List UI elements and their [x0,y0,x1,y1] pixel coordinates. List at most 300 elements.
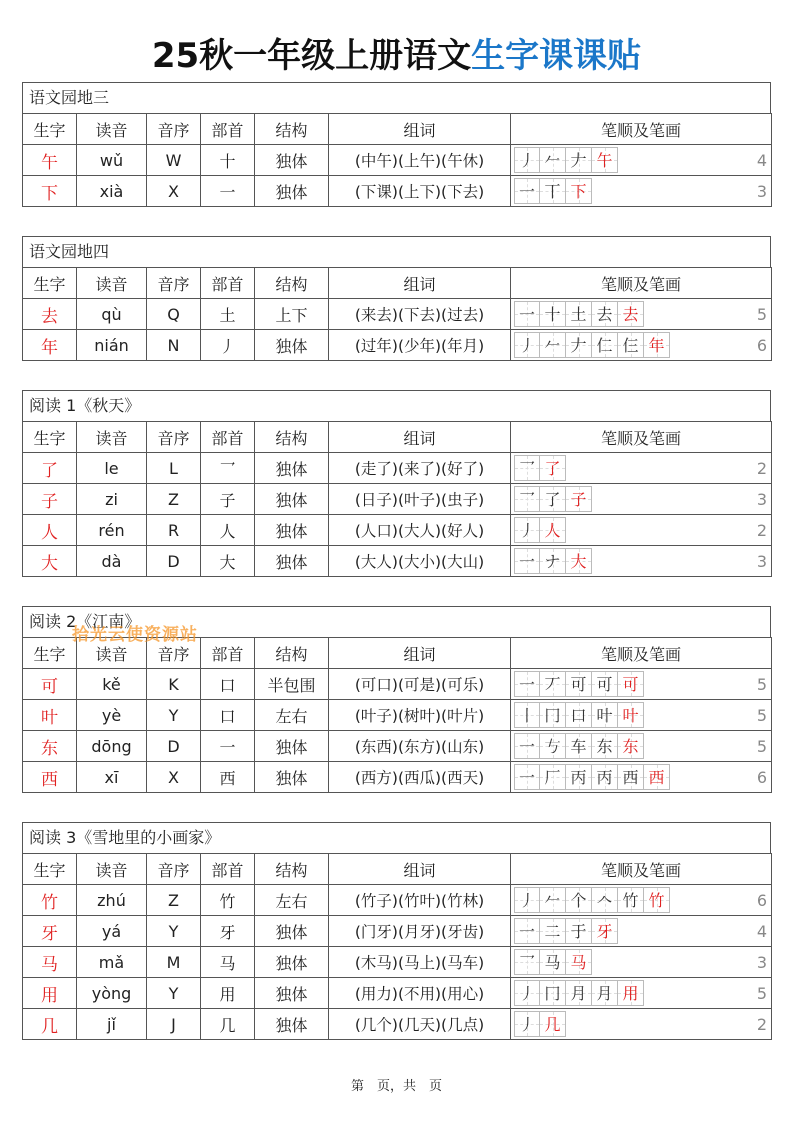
structure-cell: 半包围 [255,669,329,700]
stroke-glyph: 𠂉 [544,151,561,170]
stroke-glyph: 午 [596,151,613,170]
pinyin-cell: nián [77,330,147,361]
character-cell: 用 [23,978,77,1009]
table-row [23,176,772,207]
initial-cell: X [147,176,201,207]
stroke-box [592,147,618,173]
stroke-count: 6 [756,768,767,787]
words-cell: (叶子)(树叶)(叶片) [329,700,511,731]
stroke-box [540,548,566,574]
character-cell: 人 [23,515,77,546]
table-row [23,145,772,176]
character-cell: 年 [23,330,77,361]
initial-cell: Y [147,700,201,731]
initial-cell: Z [147,885,201,916]
header-row [23,854,772,885]
column-header: 笔顺及笔画 [511,638,772,669]
radical-cell: 丿 [201,330,255,361]
column-header: 组词 [329,422,511,453]
words-cell: (可口)(可是)(可乐) [329,669,511,700]
radical-cell: 竹 [201,885,255,916]
stroke-box [540,455,566,481]
stroke-glyph: 丿 [518,984,535,1003]
words-cell: (几个)(几天)(几点) [329,1009,511,1040]
stroke-box [514,702,540,728]
stroke-order-cell [511,484,772,515]
stroke-box [540,702,566,728]
stroke-box [566,918,592,944]
column-header: 音序 [147,268,201,299]
stroke-glyph: 月 [570,984,587,1003]
stroke-box [514,517,540,543]
column-header: 笔顺及笔画 [511,114,772,145]
table-row [23,299,772,330]
initial-cell: D [147,731,201,762]
pinyin-cell: qù [77,299,147,330]
stroke-box [566,949,592,975]
pinyin-cell: yè [77,700,147,731]
initial-cell: L [147,453,201,484]
initial-cell: K [147,669,201,700]
column-header: 结构 [255,268,329,299]
header-row [23,422,772,453]
stroke-count: 5 [756,675,767,694]
structure-cell: 独体 [255,731,329,762]
column-header: 部首 [201,422,255,453]
column-header: 生字 [23,854,77,885]
stroke-box [514,486,540,512]
stroke-box [592,733,618,759]
radical-cell: 子 [201,484,255,515]
stroke-box [514,949,540,975]
words-cell: (用力)(不用)(用心) [329,978,511,1009]
pinyin-cell: xī [77,762,147,793]
stroke-glyph: 口 [570,706,587,725]
pinyin-cell: dōng [77,731,147,762]
stroke-box [644,764,670,790]
stroke-box [540,980,566,1006]
stroke-boxes [514,949,592,975]
stroke-order-cell [511,885,772,916]
stroke-box [514,1011,540,1037]
stroke-box [618,764,644,790]
stroke-count: 3 [756,182,767,201]
stroke-boxes [514,332,670,358]
column-header: 部首 [201,114,255,145]
stroke-order-cell [511,330,772,361]
stroke-glyph: 了 [544,490,561,509]
stroke-order-cell [511,700,772,731]
pinyin-cell: le [77,453,147,484]
stroke-order-cell [511,546,772,577]
character-cell: 竹 [23,885,77,916]
character-cell: 了 [23,453,77,484]
stroke-glyph: 大 [570,552,587,571]
stroke-box [514,178,540,204]
stroke-glyph: 丿 [518,891,535,910]
pinyin-cell: yá [77,916,147,947]
words-cell: (中午)(上午)(午休) [329,145,511,176]
words-cell: (来去)(下去)(过去) [329,299,511,330]
structure-cell: 左右 [255,885,329,916]
stroke-order-cell [511,1009,772,1040]
structure-cell: 上下 [255,299,329,330]
stroke-glyph: 叶 [596,706,613,725]
stroke-glyph: 厂 [544,768,561,787]
pinyin-cell: xià [77,176,147,207]
character-table [22,267,772,361]
stroke-order-cell [511,176,772,207]
words-cell: (人口)(大人)(好人) [329,515,511,546]
section-title: 阅读 3《雪地里的小画家》 [22,822,771,853]
stroke-glyph: 丿 [518,521,535,540]
stroke-boxes [514,178,592,204]
stroke-box [618,733,644,759]
words-cell: (大人)(大小)(大山) [329,546,511,577]
character-table [22,853,772,1040]
stroke-box [618,332,644,358]
stroke-glyph: 丿 [518,336,535,355]
radical-cell: 西 [201,762,255,793]
stroke-glyph: 二 [544,922,561,941]
section-1 [22,82,771,207]
stroke-box [566,147,592,173]
stroke-box [566,301,592,327]
stroke-count: 4 [756,922,767,941]
stroke-box [566,887,592,913]
stroke-box [566,764,592,790]
character-cell: 子 [23,484,77,515]
column-header: 读音 [77,854,147,885]
pinyin-cell: yòng [77,978,147,1009]
stroke-count: 2 [756,521,767,540]
watermark: 拾光云使资源站 [72,625,198,645]
stroke-glyph: 了 [544,459,561,478]
stroke-glyph: 竹 [622,891,639,910]
stroke-box [514,455,540,481]
table-row [23,484,772,515]
stroke-box [566,702,592,728]
column-header: 读音 [77,638,147,669]
radical-cell: 用 [201,978,255,1009]
character-cell: 可 [23,669,77,700]
stroke-boxes [514,918,618,944]
initial-cell: X [147,762,201,793]
stroke-glyph: 丆 [544,675,561,694]
stroke-glyph: 𠀁 [544,737,561,756]
structure-cell: 独体 [255,947,329,978]
radical-cell: 马 [201,947,255,978]
stroke-glyph: 𠂇 [570,336,587,355]
stroke-glyph: 丨 [518,706,535,725]
stroke-glyph: 车 [570,737,587,756]
stroke-box [514,332,540,358]
column-header: 笔顺及笔画 [511,422,772,453]
stroke-box [566,671,592,697]
stroke-boxes [514,764,670,790]
stroke-box [592,301,618,327]
stroke-order-cell [511,731,772,762]
stroke-box [618,980,644,1006]
stroke-box [566,332,592,358]
stroke-count: 5 [756,737,767,756]
stroke-glyph: 仁 [596,336,613,355]
stroke-box [514,671,540,697]
character-cell: 马 [23,947,77,978]
page-title-main: 25秋一年级上册语文 [151,36,472,76]
stroke-box [514,887,540,913]
stroke-box [514,764,540,790]
stroke-glyph: 一 [518,768,535,787]
column-header: 生字 [23,638,77,669]
stroke-glyph: 乛 [518,953,535,972]
radical-cell: 几 [201,1009,255,1040]
character-cell: 牙 [23,916,77,947]
words-cell: (走了)(来了)(好了) [329,453,511,484]
words-cell: (竹子)(竹叶)(竹林) [329,885,511,916]
pinyin-cell: kě [77,669,147,700]
stroke-box [592,671,618,697]
table-row [23,330,772,361]
stroke-boxes [514,548,592,574]
column-header: 读音 [77,114,147,145]
column-header: 结构 [255,638,329,669]
stroke-glyph: 一 [518,182,535,201]
stroke-box [566,548,592,574]
column-header: 笔顺及笔画 [511,854,772,885]
stroke-boxes [514,1011,566,1037]
stroke-count: 6 [756,336,767,355]
stroke-box [644,887,670,913]
character-cell: 叶 [23,700,77,731]
stroke-glyph: 丿 [518,151,535,170]
character-cell: 几 [23,1009,77,1040]
stroke-box [566,178,592,204]
stroke-glyph: 去 [596,305,613,324]
stroke-glyph: 子 [570,490,587,509]
stroke-box [644,332,670,358]
pinyin-cell: mǎ [77,947,147,978]
stroke-box [592,332,618,358]
stroke-count: 4 [756,151,767,170]
table-row [23,885,772,916]
words-cell: (日子)(叶子)(虫子) [329,484,511,515]
stroke-glyph: 竹 [648,891,665,910]
page-title [0,28,793,77]
stroke-glyph: 丿 [518,1015,535,1034]
radical-cell: 口 [201,700,255,731]
column-header: 部首 [201,638,255,669]
stroke-box [514,733,540,759]
character-cell: 东 [23,731,77,762]
stroke-glyph: 一 [518,305,535,324]
stroke-boxes [514,455,566,481]
structure-cell: 独体 [255,330,329,361]
stroke-count: 6 [756,891,767,910]
stroke-glyph: 几 [544,1015,561,1034]
column-header: 读音 [77,268,147,299]
radical-cell: 一 [201,176,255,207]
stroke-box [540,671,566,697]
header-row [23,114,772,145]
radical-cell: 牙 [201,916,255,947]
words-cell: (东西)(东方)(山东) [329,731,511,762]
stroke-box [514,301,540,327]
stroke-boxes [514,733,644,759]
stroke-glyph: 丙 [596,768,613,787]
column-header: 生字 [23,114,77,145]
character-table [22,637,772,793]
stroke-glyph: 𠂇 [570,151,587,170]
column-header: 结构 [255,422,329,453]
stroke-box [540,1011,566,1037]
column-header: 组词 [329,268,511,299]
stroke-boxes [514,486,592,512]
stroke-order-cell [511,453,772,484]
stroke-glyph: 丙 [570,768,587,787]
stroke-count: 3 [756,490,767,509]
stroke-count: 3 [756,552,767,571]
initial-cell: Y [147,978,201,1009]
stroke-glyph: 西 [622,768,639,787]
column-header: 组词 [329,854,511,885]
column-header: 音序 [147,638,201,669]
structure-cell: 独体 [255,176,329,207]
stroke-order-cell [511,299,772,330]
stroke-box [566,733,592,759]
column-header: 结构 [255,114,329,145]
header-row [23,268,772,299]
structure-cell: 独体 [255,453,329,484]
stroke-box [540,332,566,358]
stroke-glyph: 乛 [518,459,535,478]
structure-cell: 独体 [255,916,329,947]
stroke-glyph: 𠆢 [596,891,613,910]
stroke-boxes [514,887,670,913]
structure-cell: 独体 [255,484,329,515]
stroke-glyph: 𠂉 [544,891,561,910]
stroke-box [540,733,566,759]
table-row [23,515,772,546]
table-row [23,1009,772,1040]
stroke-glyph: 一 [518,552,535,571]
stroke-glyph: 叶 [622,706,639,725]
character-cell: 午 [23,145,77,176]
stroke-glyph: 东 [596,737,613,756]
stroke-box [540,486,566,512]
stroke-glyph: 十 [544,305,561,324]
stroke-glyph: 月 [596,984,613,1003]
column-header: 笔顺及笔画 [511,268,772,299]
initial-cell: Z [147,484,201,515]
structure-cell: 独体 [255,978,329,1009]
initial-cell: Q [147,299,201,330]
stroke-glyph: 西 [648,768,665,787]
stroke-glyph: 乛 [518,490,535,509]
pinyin-cell: dà [77,546,147,577]
pinyin-cell: jǐ [77,1009,147,1040]
column-header: 组词 [329,114,511,145]
initial-cell: M [147,947,201,978]
stroke-glyph: 一 [518,737,535,756]
column-header: 音序 [147,854,201,885]
stroke-glyph: 马 [544,953,561,972]
initial-cell: W [147,145,201,176]
stroke-glyph: 牙 [596,922,613,941]
stroke-box [618,887,644,913]
stroke-box [618,671,644,697]
structure-cell: 独体 [255,762,329,793]
stroke-glyph: 用 [622,984,639,1003]
stroke-glyph: 可 [622,675,639,694]
stroke-order-cell [511,145,772,176]
column-header: 生字 [23,422,77,453]
character-cell: 去 [23,299,77,330]
pinyin-cell: zhú [77,885,147,916]
stroke-order-cell [511,947,772,978]
stroke-box [566,980,592,1006]
table-row [23,453,772,484]
words-cell: (过年)(少年)(年月) [329,330,511,361]
stroke-glyph: 可 [596,675,613,694]
column-header: 结构 [255,854,329,885]
words-cell: (西方)(西瓜)(西天) [329,762,511,793]
structure-cell: 左右 [255,700,329,731]
radical-cell: 乛 [201,453,255,484]
stroke-box [514,147,540,173]
column-header: 组词 [329,638,511,669]
words-cell: (门牙)(月牙)(牙齿) [329,916,511,947]
character-table [22,421,772,577]
stroke-glyph: 仨 [622,336,639,355]
radical-cell: 十 [201,145,255,176]
initial-cell: R [147,515,201,546]
structure-cell: 独体 [255,145,329,176]
radical-cell: 土 [201,299,255,330]
section-2 [22,236,771,361]
section-title: 阅读 1《秋天》 [22,390,771,421]
stroke-box [592,918,618,944]
stroke-glyph: 土 [570,305,587,324]
table-row [23,546,772,577]
stroke-boxes [514,301,644,327]
table-row [23,947,772,978]
stroke-boxes [514,671,644,697]
character-cell: 大 [23,546,77,577]
table-row [23,762,772,793]
words-cell: (木马)(马上)(马车) [329,947,511,978]
character-cell: 西 [23,762,77,793]
stroke-glyph: ナ [544,552,561,571]
stroke-glyph: 一 [518,675,535,694]
initial-cell: N [147,330,201,361]
stroke-order-cell [511,669,772,700]
section-3 [22,390,771,577]
stroke-box [540,918,566,944]
stroke-glyph: 年 [648,336,665,355]
stroke-box [540,147,566,173]
stroke-order-cell [511,515,772,546]
table-row [23,916,772,947]
table-row [23,978,772,1009]
stroke-glyph: 个 [570,891,587,910]
character-table [22,113,772,207]
stroke-box [514,980,540,1006]
table-row [23,731,772,762]
stroke-box [618,702,644,728]
structure-cell: 独体 [255,515,329,546]
table-row [23,669,772,700]
